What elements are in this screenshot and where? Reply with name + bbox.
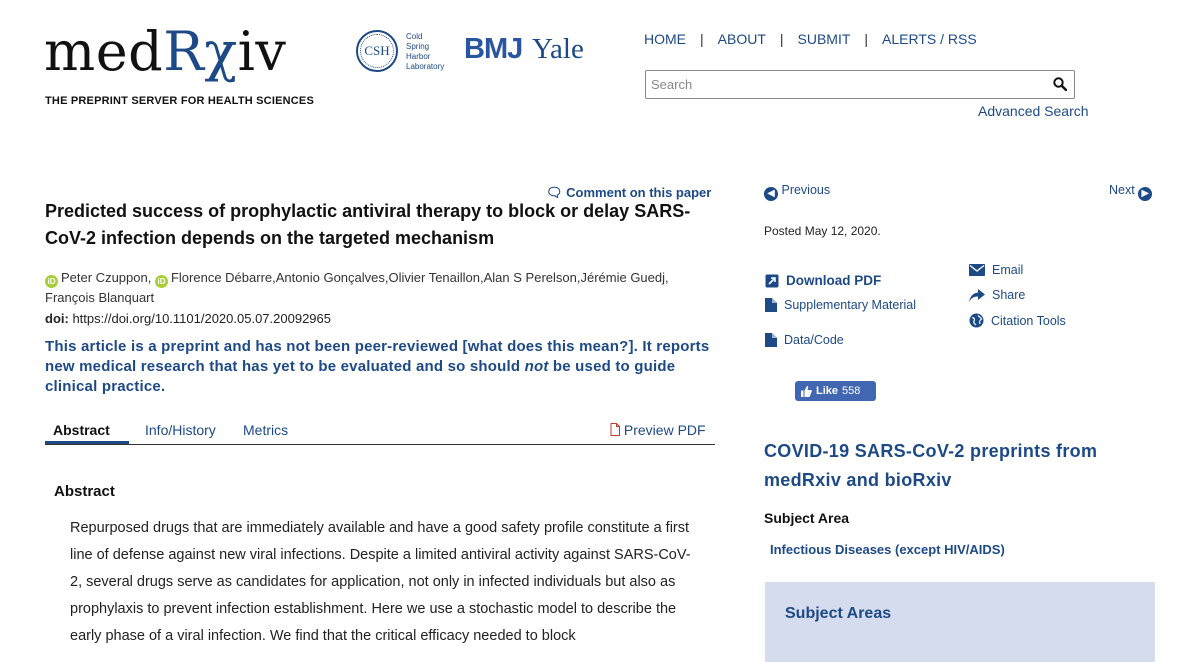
author-list	[45, 268, 715, 307]
data-code-link[interactable]: Data/Code	[765, 333, 844, 347]
envelope-icon	[969, 264, 985, 276]
nav-separator: |	[779, 31, 784, 47]
share-icon	[969, 289, 985, 302]
arrow-left-icon: ◀	[764, 187, 778, 201]
advanced-search-link[interactable]: Advanced Search	[978, 103, 1089, 119]
posted-date: Posted May 12, 2020.	[764, 224, 881, 238]
covid-preprints-link[interactable]: COVID-19 SARS-CoV-2 preprints from medRxiv and bioRxiv	[764, 441, 1098, 490]
search-icon[interactable]	[1053, 77, 1067, 91]
medrxiv-logo[interactable]: medRχiv	[44, 20, 287, 83]
citation-tools-link[interactable]: Citation Tools	[969, 313, 1066, 328]
author-link[interactable]: Alan S Perelson,	[483, 270, 581, 285]
doi-link[interactable]: https://doi.org/10.1101/2020.05.07.20092965	[72, 311, 331, 326]
csh-logo-icon[interactable]: CSH	[356, 30, 398, 72]
file-icon	[765, 333, 777, 347]
top-nav	[644, 31, 977, 47]
author-link[interactable]: Peter Czuppon,	[61, 270, 152, 285]
subject-areas-panel	[765, 582, 1155, 662]
nav-alerts-rss[interactable]: ALERTS / RSS	[882, 31, 977, 47]
bmj-logo[interactable]: BMJ	[464, 33, 523, 65]
thumbs-up-icon	[801, 386, 812, 397]
comment-link[interactable]: 🗨 Comment on this paper	[546, 185, 712, 200]
subject-area-link[interactable]: Infectious Diseases (except HIV/AIDS)	[770, 542, 1005, 557]
nav-home[interactable]: HOME	[644, 31, 686, 47]
subject-areas-heading: Subject Areas	[785, 605, 892, 622]
tab-metrics[interactable]: Metrics	[243, 422, 289, 438]
article-title: Predicted success of prophylactic antiviral therapy to block or delay SARS-CoV-2 infection depends on the targeted mechanism	[45, 201, 691, 248]
file-icon	[765, 298, 777, 312]
download-icon	[765, 274, 779, 288]
doi-line	[45, 311, 331, 326]
comment-icon: 🗨	[546, 185, 563, 200]
tab-info-history[interactable]: Info/History	[145, 422, 216, 438]
abstract-heading: Abstract	[54, 483, 115, 500]
author-link[interactable]: Jérémie Guedj,	[580, 270, 669, 285]
nav-separator: |	[700, 31, 704, 47]
email-link[interactable]: Email	[969, 263, 1023, 277]
author-link[interactable]: Olivier Tenaillon,	[388, 270, 484, 285]
subject-area-label: Subject Area	[764, 510, 850, 526]
arrow-right-icon: ▶	[1138, 187, 1152, 201]
doi-label: doi:	[45, 311, 69, 326]
nav-submit[interactable]: SUBMIT	[797, 31, 851, 47]
abstract-text: Repurposed drugs that are immediately available and have a good safety profile constitute a first line of defense against new viral infections. Despite a limited antiviral activity against SARS-CoV-2, several drugs serve as candidates for application, not only in infected individuals but also as prophylaxis to prevent infection establishment. Here we use a stochastic model to describe the early phase of a viral infection. We find that the critical efficacy needed to block	[70, 520, 691, 644]
tab-abstract[interactable]: Abstract	[53, 422, 110, 438]
preview-pdf-link[interactable]: Preview PDF	[610, 422, 706, 438]
site-tagline: THE PREPRINT SERVER FOR HEALTH SCIENCES	[45, 95, 314, 107]
nav-separator: |	[864, 31, 869, 47]
author-link[interactable]: Florence Débarre,	[170, 270, 276, 285]
csh-logo-text: Cold Spring Harbor Laboratory	[406, 32, 445, 71]
author-link[interactable]: François Blanquart	[45, 290, 155, 305]
pdf-file-icon	[610, 423, 620, 436]
yale-logo[interactable]: Yale	[532, 33, 584, 65]
orcid-icon[interactable]: iD	[45, 275, 58, 288]
facebook-like-button[interactable]: Like 558	[795, 381, 876, 401]
globe-icon	[969, 313, 984, 328]
active-tab-indicator	[45, 441, 129, 444]
preprint-notice: This article is a preprint and has not been peer-reviewed [what does this mean?]. It reports new medical research that has yet to be evaluated and so should not be used to guide clinical practice.	[45, 338, 710, 395]
search-box	[645, 70, 1075, 99]
nav-about[interactable]: ABOUT	[717, 31, 766, 47]
next-link[interactable]: Next ▶	[1109, 183, 1152, 201]
previous-link[interactable]: ◀ Previous	[764, 183, 830, 201]
share-link[interactable]: Share	[969, 288, 1025, 302]
supplementary-material-link[interactable]: Supplementary Material	[765, 298, 916, 312]
download-pdf-link[interactable]: Download PDF	[765, 273, 881, 288]
orcid-icon[interactable]: iD	[155, 275, 168, 288]
search-input[interactable]	[646, 71, 1046, 97]
author-link[interactable]: Antonio Gonçalves,	[275, 270, 389, 285]
article-tabs	[45, 420, 715, 445]
